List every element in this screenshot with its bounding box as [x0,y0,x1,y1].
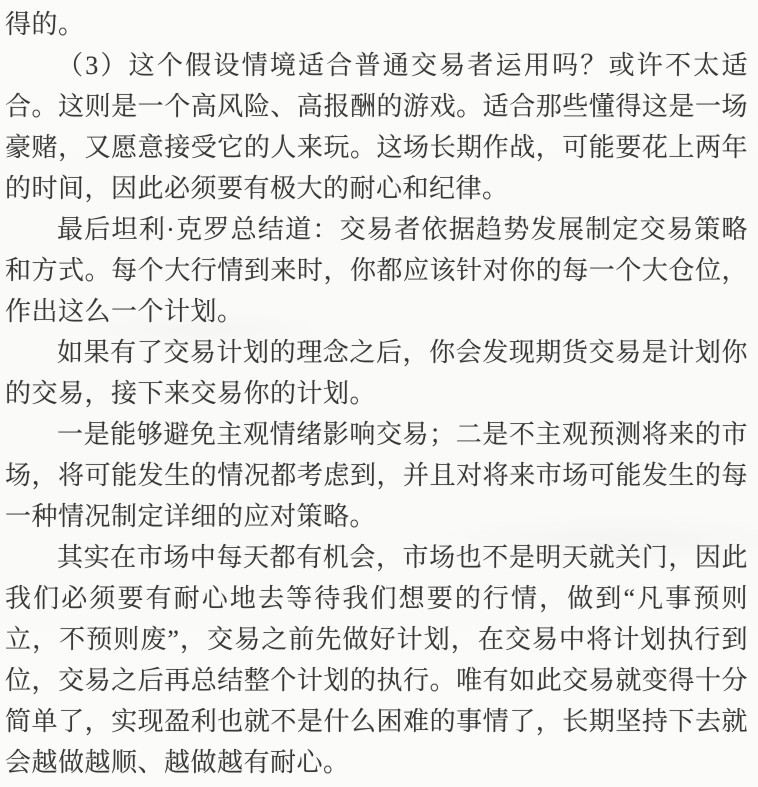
paragraph-patience-conclusion: 其实在市场中每天都有机会，市场也不是明天就关门，因此我们必须要有耐心地去等待我们想要的行情，做到“凡事预则立，不预则废”，交易之前先做好计划，在交易中将计划执行到位，交易之后再总结整个计划的执行。唯有如此交易就变得十分简单了，实现盈利也就不是什么困难的事情了，长期坚持下去就会越做越顺、越做越有耐心。 [5,543,748,777]
paragraph-kroll-summary: 最后坦利·克罗总结道：交易者依据趋势发展制定交易策略和方式。每个大行情到来时，你都应该针对你的每一个大仓位，作出这么一个计划。 [5,215,748,326]
paragraph-continuation: 得的。 [5,10,85,39]
paragraph-two-benefits: 一是能够避免主观情绪影响交易；二是不主观预测将来的市场，将可能发生的情况都考虑到，并且对将来市场可能发生的每一种情况制定详细的应对策略。 [5,420,748,531]
paragraph-plan-your-trade: 如果有了交易计划的理念之后，你会发现期货交易是计划你的交易，接下来交易你的计划。 [5,338,748,408]
paragraph-hypothetical-scenario: （3）这个假设情境适合普通交易者运用吗？或许不太适合。这则是一个高风险、高报酬的游戏。适合那些懂得这是一场豪赌，又愿意接受它的人来玩。这场长期作战，可能要花上两年的时间，因此必须要有极大的耐心和纪律。 [5,51,748,203]
